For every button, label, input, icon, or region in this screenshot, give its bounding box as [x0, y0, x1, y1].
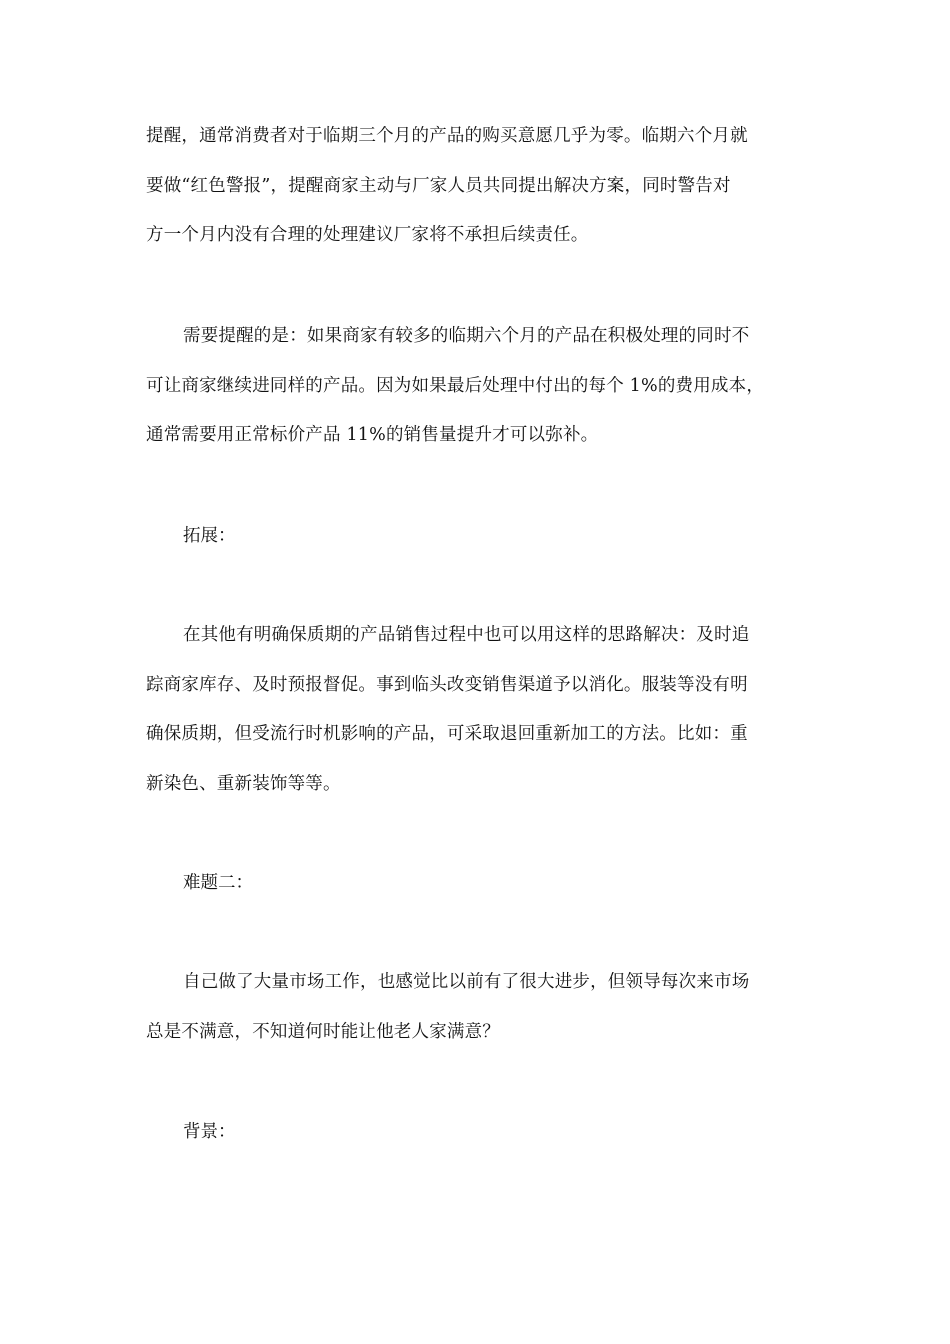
paragraph-line: 踪商家库存、及时预报督促。事到临头改变销售渠道予以消化。服装等没有明 — [146, 674, 748, 695]
section-heading-problem-two: 难题二： — [183, 873, 253, 893]
paragraph-line: 需要提醒的是：如果商家有较多的临期六个月的产品在积极处理的同时不 — [183, 326, 750, 346]
paragraph-line: 提醒，通常消费者对于临期三个月的产品的购买意愿几乎为零。临期六个月就 — [146, 126, 748, 146]
paragraph-line: 总是不满意，不知道何时能让他老人家满意？ — [146, 1021, 500, 1042]
paragraph-extension — [146, 611, 806, 809]
paragraph-line: 通常需要用正常标价产品 11%的销售量提升才可以弥补。 — [146, 425, 599, 445]
paragraph-line: 要做“红色警报”，提醒商家主动与厂家人员共同提出解决方案，同时警告对 — [146, 175, 731, 196]
paragraph-expiry-warning — [146, 112, 806, 261]
paragraph-line: 自己做了大量市场工作，也感觉比以前有了很大进步，但领导每次来市场 — [183, 972, 750, 992]
paragraph-line: 在其他有明确保质期的产品销售过程中也可以用这样的思路解决：及时追 — [183, 625, 750, 645]
paragraph-reminder — [146, 312, 806, 461]
paragraph-line: 方一个月内没有合理的处理建议厂家将不承担后续责任。 — [146, 225, 589, 245]
paragraph-line: 确保质期，但受流行时机影响的产品，可采取退回重新加工的方法。比如：重 — [146, 724, 748, 744]
paragraph-line: 新染色、重新装饰等等。 — [146, 773, 341, 794]
paragraph-line: 可让商家继续进同样的产品。因为如果最后处理中付出的每个 1%的费用成本， — [146, 375, 765, 396]
section-heading-extension: 拓展： — [183, 526, 236, 546]
paragraph-problem-two — [146, 958, 806, 1057]
section-heading-background: 背景： — [183, 1122, 236, 1142]
